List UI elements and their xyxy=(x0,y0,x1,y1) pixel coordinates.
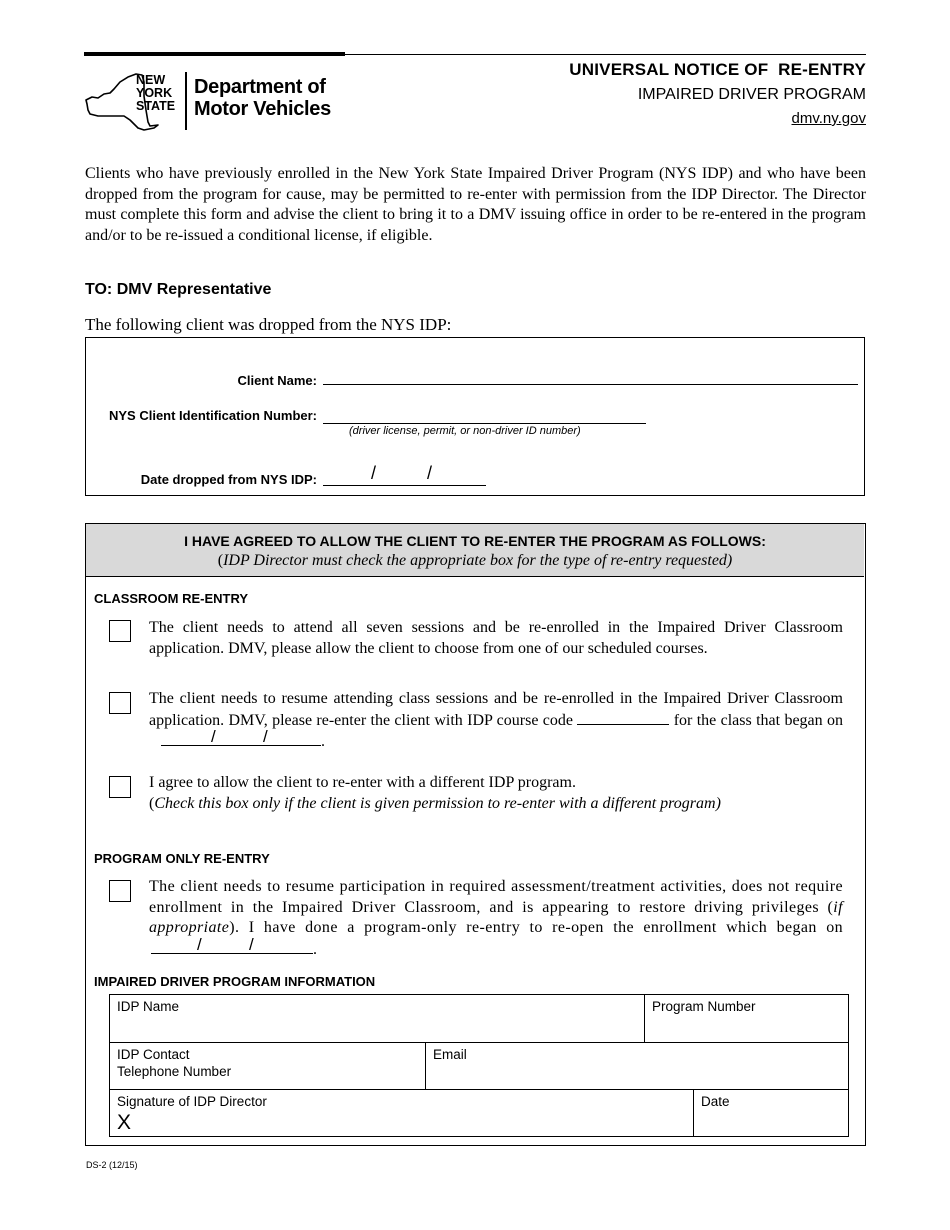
dmv-website-link[interactable]: dmv.ny.gov xyxy=(791,110,866,127)
logo-state-text xyxy=(136,74,175,113)
note-paren: ( xyxy=(217,552,224,569)
date-label: Date xyxy=(701,1094,730,1109)
option-different-program-checkbox[interactable] xyxy=(109,776,131,798)
client-id-field[interactable] xyxy=(323,422,646,424)
signature-x-mark: X xyxy=(117,1111,132,1134)
program-only-reentry-heading: PROGRAM ONLY RE-ENTRY xyxy=(94,851,270,866)
intro-paragraph: Clients who have previously enrolled in the New York State Impaired Driver Program (NYS IDP) and who have been dropped from the program for cause, may be permitted to re-enter with permission from the IDP Director. The Director must complete this form and advise the client to bring it to a DMV issuing office in order to be re-entered in the program and/or to be re-issued a conditional license, if eligible. xyxy=(85,165,866,244)
form-code: DS-2 (12/15) xyxy=(86,1160,138,1170)
reentry-header-note xyxy=(86,552,864,570)
logo-state-word: YORK xyxy=(136,86,173,100)
option-program-only-text xyxy=(149,877,843,960)
idp-contact-label: IDP Contact xyxy=(117,1047,190,1062)
idp-name-label: IDP Name xyxy=(117,999,180,1014)
date-separator: / xyxy=(263,727,268,746)
email-label: Email xyxy=(433,1047,467,1062)
option-resume-classes-text xyxy=(149,689,843,753)
sentence-end: . xyxy=(321,733,325,750)
client-info-box xyxy=(85,337,865,496)
header-thin-rule xyxy=(345,54,866,55)
client-id-hint: (driver license, permit, or non-driver ID number) xyxy=(349,425,581,437)
to-line: TO: DMV Representative xyxy=(85,281,272,298)
reentry-box xyxy=(85,523,866,1146)
client-name-field[interactable] xyxy=(323,383,858,385)
option-program-only-text-part1: The client needs to resume participation in required assessment/treatment activities, does not require enrollment in the Impaired Driver Classroom, and is appearing to restore driving privileges ( xyxy=(149,878,843,916)
email-cell[interactable] xyxy=(426,1043,848,1090)
client-name-label: Client Name: xyxy=(237,373,317,388)
sentence-end: . xyxy=(313,940,318,958)
date-separator: / xyxy=(249,934,255,954)
reentry-header xyxy=(86,524,864,577)
program-number-cell[interactable] xyxy=(645,995,848,1043)
option-program-only-checkbox[interactable] xyxy=(109,880,131,902)
option-different-program-text xyxy=(149,773,843,814)
reentry-header-note-text: IDP Director must check the appropriate box for the type of re-entry requested) xyxy=(223,552,733,569)
note-paren: ( xyxy=(149,794,155,812)
signature-label: Signature of IDP Director xyxy=(117,1094,267,1109)
option-all-sessions-text: The client needs to attend all seven sessions and be re-enrolled in the Impaired Driver Classroom application. DMV, please allow the client to choose from one of our scheduled courses. xyxy=(149,619,843,657)
logo-divider xyxy=(185,72,187,130)
telephone-label: Telephone Number xyxy=(117,1064,232,1079)
logo-department-line: Department of xyxy=(194,76,326,98)
course-code-field[interactable] xyxy=(577,710,669,725)
program-info-table xyxy=(109,994,849,1137)
header-thick-rule xyxy=(84,52,345,56)
logo-state-word: STATE xyxy=(136,99,176,113)
program-number-label: Program Number xyxy=(652,999,756,1014)
option-different-program-note-text: Check this box only if the client is given permission to re-enter with a different program) xyxy=(154,794,721,812)
dmv-logo xyxy=(84,70,354,132)
reentry-header-title: I HAVE AGREED TO ALLOW THE CLIENT TO RE-ENTER THE PROGRAM AS FOLLOWS: xyxy=(184,533,766,549)
idp-name-cell[interactable] xyxy=(110,995,645,1043)
option-all-sessions-checkbox[interactable] xyxy=(109,620,131,642)
date-separator: / xyxy=(197,934,203,954)
client-id-label: NYS Client Identification Number: xyxy=(108,408,317,423)
logo-department-text xyxy=(194,76,331,120)
signature-cell[interactable] xyxy=(110,1090,694,1136)
date-cell[interactable] xyxy=(694,1090,848,1136)
date-dropped-label: Date dropped from NYS IDP: xyxy=(140,472,317,487)
date-separator: / xyxy=(211,727,216,746)
date-separator: / xyxy=(371,463,377,483)
class-began-date-field[interactable] xyxy=(161,727,321,746)
date-separator: / xyxy=(427,463,433,483)
following-client-text: The following client was dropped from the NYS IDP: xyxy=(85,315,452,334)
option-different-program-line1: I agree to allow the client to re-enter with a different IDP program. xyxy=(149,774,576,791)
form-subtitle: IMPAIRED DRIVER PROGRAM xyxy=(637,86,866,103)
logo-state-word: NEW xyxy=(136,73,166,87)
idp-contact-cell[interactable] xyxy=(110,1043,426,1090)
option-program-only-text-part2: ). I have done a program-only re-entry to re-open the enrollment which began on xyxy=(229,919,843,936)
option-different-program-note xyxy=(149,794,843,815)
option-resume-classes-text-part1: The client needs to resume attending class sessions and be re-enrolled in the Impaired Driver Classroom application. DMV, please re-enter the client with IDP course code xyxy=(149,690,843,729)
classroom-reentry-heading: CLASSROOM RE-ENTRY xyxy=(94,591,249,606)
option-program-only-italic: if appropriate xyxy=(149,898,843,936)
date-dropped-field[interactable] xyxy=(323,484,486,486)
form-title: UNIVERSAL NOTICE OF RE-ENTRY xyxy=(569,60,866,79)
logo-department-line: Motor Vehicles xyxy=(194,98,331,120)
program-info-heading: IMPAIRED DRIVER PROGRAM INFORMATION xyxy=(94,974,376,989)
option-resume-classes-text-part2: for the class that began on xyxy=(673,711,843,729)
option-resume-classes-checkbox[interactable] xyxy=(109,692,131,714)
program-began-date-field[interactable] xyxy=(151,934,313,954)
